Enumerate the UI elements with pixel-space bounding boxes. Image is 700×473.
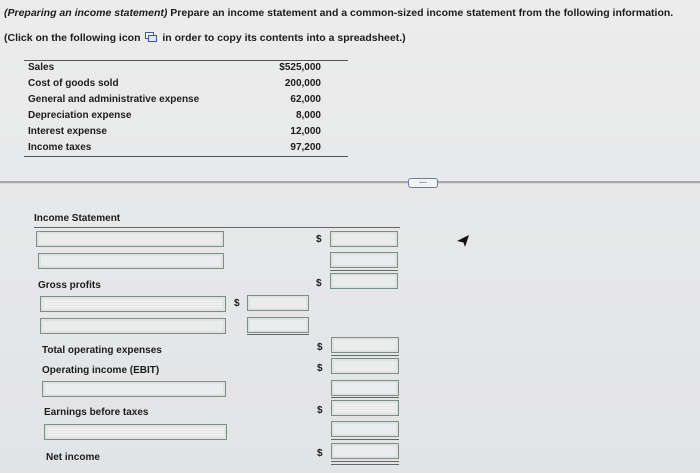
total-operating-expenses-label: Total operating expenses [42,345,162,356]
interest-expense-label-input[interactable] [42,381,226,397]
given-row-label: Sales [28,62,55,73]
section-divider-shadow [0,183,700,184]
income-taxes-underline [331,439,399,440]
net-income-label: Net income [46,452,100,463]
earnings-before-taxes-amount-input[interactable] [331,400,399,416]
cogs-label-input[interactable] [38,253,224,269]
operating-expense-2-label-input[interactable] [40,318,226,334]
currency-symbol: $ [234,298,240,309]
copy-to-spreadsheet-icon[interactable] [145,32,157,42]
copy-instruction-start: (Click on the following icon [4,32,141,44]
net-income-amount-input[interactable] [331,443,399,459]
revenue-amount-input[interactable] [330,231,398,247]
revenue-label-input[interactable] [36,231,224,247]
operating-expense-1-label-input[interactable] [40,296,226,312]
given-row-label: Interest expense [28,126,107,137]
instructions-line-2 [4,32,406,44]
given-row-value: 8,000 [295,110,321,121]
currency-symbol: $ [317,448,323,459]
currency-symbol: $ [317,342,323,353]
total-operating-expenses-input[interactable] [331,337,399,353]
gross-profits-label: Gross profits [38,280,101,291]
mouse-pointer-icon [456,234,470,248]
currency-symbol: $ [317,405,323,416]
given-row-value: 97,200 [290,142,321,153]
earnings-before-taxes-label: Earnings before taxes [44,407,149,418]
given-row-value: $525,000 [279,62,321,73]
copy-instruction-end: in order to copy its contents into a spreadsheet.) [162,32,406,44]
given-row-value: 62,000 [290,94,321,105]
operating-expenses-underline [247,334,309,335]
operating-income-label: Operating income (EBIT) [42,365,160,376]
interest-underline [331,397,399,398]
total-opex-underline [331,355,399,356]
interest-expense-amount-input[interactable] [331,380,399,396]
income-taxes-amount-input[interactable] [331,421,399,437]
given-row-label: Cost of goods sold [28,78,119,89]
statement-header-rule [34,227,400,228]
given-row-label: Income taxes [28,142,92,153]
data-table-bottom-rule [24,156,348,157]
currency-symbol: $ [316,278,322,289]
net-income-double-underline [331,461,399,465]
income-taxes-label-input[interactable] [44,424,227,440]
cogs-amount-input[interactable] [330,252,398,268]
problem-topic: (Preparing an income statement) [4,7,168,19]
gross-profits-amount-input[interactable] [330,273,398,289]
given-row-value: 200,000 [284,78,321,89]
instructions-line-1 [4,7,673,19]
given-row-label: Depreciation expense [28,110,132,121]
problem-prompt: Prepare an income statement and a common-sized income statement from the following information. [170,7,674,19]
operating-expense-1-amount-input[interactable] [247,295,309,311]
data-table-top-rule [24,60,348,61]
currency-symbol: $ [317,363,323,374]
income-statement-title: Income Statement [34,213,121,224]
operating-expense-2-amount-input[interactable] [247,317,309,333]
given-row-label: General and administrative expense [28,94,200,105]
cogs-underline [330,270,398,271]
operating-income-amount-input[interactable] [331,358,399,374]
given-row-value: 12,000 [290,126,321,137]
expand-more-button[interactable]: .... [408,178,438,188]
currency-symbol: $ [316,234,322,245]
